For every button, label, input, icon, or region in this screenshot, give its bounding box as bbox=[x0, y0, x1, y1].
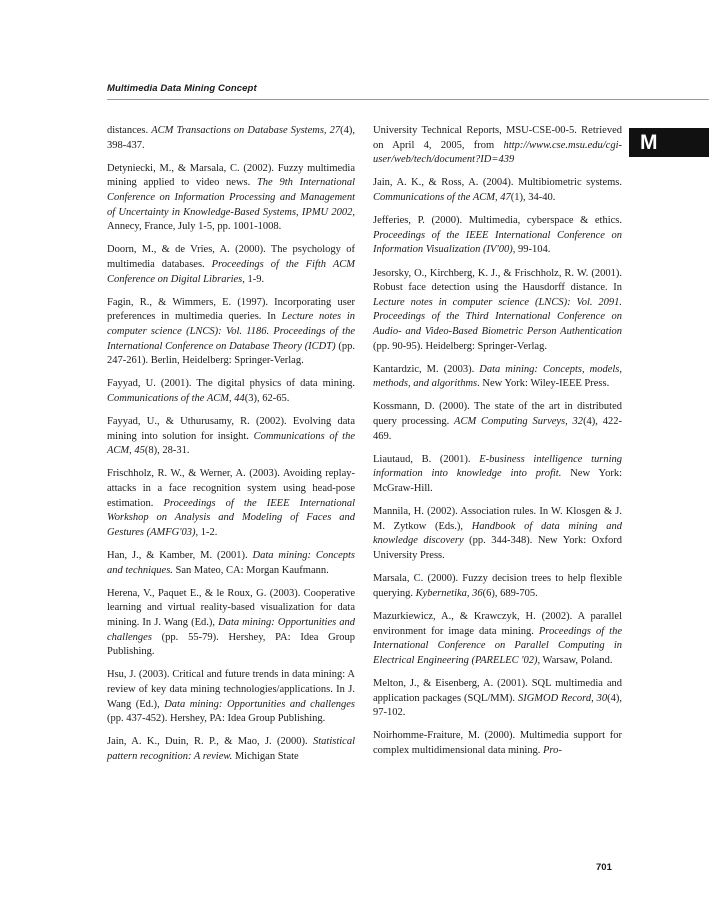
reference-italic-text: Statistical pattern recognition: A review. bbox=[107, 736, 355, 762]
reference-entry bbox=[373, 677, 622, 721]
reference-italic-text: Lecture notes in computer science (LNCS): Vol. 1186. Proceedings of the International Conference on Database Theory (ICDT) bbox=[107, 311, 355, 352]
reference-text: (pp. 437-452). Hershey, PA: Idea Group Publishing. bbox=[107, 713, 326, 725]
reference-text: distances. bbox=[107, 125, 152, 136]
page-number: 701 bbox=[596, 862, 612, 873]
reference-text: (pp. 247-261). Berlin, Heidelberg: Springer-Verlag. bbox=[107, 340, 355, 367]
reference-text: (4), 97-102. bbox=[373, 692, 622, 719]
reference-text: Jesorsky, O., Kirchberg, K. J., & Frischholz, R. W. (2001). Robust face detection using the Hausdorff distance. In bbox=[373, 267, 622, 294]
reference-text: Kossmann, D. (2000). The state of the art in distributed query processing. bbox=[373, 401, 622, 428]
reference-text: (3), 62-65. bbox=[244, 392, 290, 404]
running-head: Multimedia Data Mining Concept bbox=[107, 83, 257, 94]
reference-text: Jain, A. K., Duin, R. P., & Mao, J. (2000). bbox=[107, 736, 313, 748]
reference-text: Han, J., & Kamber, M. (2001). bbox=[107, 550, 253, 561]
reference-entry bbox=[373, 400, 622, 444]
reference-text: Jefferies, P. (2000). Multimedia, cyberspace & ethics. bbox=[373, 215, 622, 227]
reference-italic-text: E-business intelligence turning information into knowledge into profit. bbox=[373, 453, 622, 480]
reference-text: Detyniecki, M., & Marsala, C. (2002). Fuzzy multimedia mining applied to video news. bbox=[107, 162, 355, 189]
reference-text: , Warsaw, Poland. bbox=[537, 654, 613, 666]
reference-entry bbox=[107, 415, 355, 459]
reference-text: , 1-9. bbox=[242, 273, 265, 285]
reference-text: (6), 689-705. bbox=[482, 587, 538, 599]
section-tab: M bbox=[629, 128, 709, 157]
reference-entry bbox=[107, 587, 355, 660]
reference-text: Jain, A. K., & Ross, A. (2004). Multibiometric systems. bbox=[373, 177, 622, 189]
reference-italic-text: Data mining: Opportunities and challenges bbox=[107, 616, 355, 643]
reference-entry bbox=[107, 296, 355, 369]
reference-text: Herena, V., Paquet E., & le Roux, G. (2003). Cooperative learning and virtual reality-based visualization for data mining. In J. Wang (Ed.), bbox=[107, 587, 355, 628]
reference-entry bbox=[373, 124, 622, 168]
reference-entry bbox=[373, 214, 622, 258]
reference-italic-text: Communications of the ACM, 45 bbox=[107, 430, 355, 457]
reference-text: (1), 34-40. bbox=[510, 191, 556, 203]
reference-text: Fagin, R., & Wimmers, E. (1997). Incorporating user preferences in multimedia queries. In bbox=[107, 296, 355, 323]
reference-text: , Annecy, France, July 1-5, pp. 1001-1008. bbox=[107, 206, 355, 233]
reference-italic-text: ACM Computing Surveys, 32 bbox=[454, 416, 584, 428]
reference-text: Fayyad, U. (2001). The digital physics of data mining. bbox=[107, 378, 355, 390]
reference-italic-text: Proceedings of the IEEE International Workshop on Analysis and Modeling of Faces and Gestures (AMFG'03) bbox=[107, 497, 355, 538]
reference-entry bbox=[107, 549, 355, 578]
reference-text: , 99-104. bbox=[512, 244, 551, 256]
reference-text: Frischholz, R. W., & Werner, A. (2003). Avoiding replay-attacks in a face recognition system using head-pose estimation. bbox=[107, 468, 355, 509]
reference-italic-text: The 9th International Conference on Information Processing and Management of Uncertainty in Knowledge-Based Systems, IPMU 2002 bbox=[107, 177, 355, 218]
reference-entry bbox=[107, 668, 355, 726]
reference-text: San Mateo, CA: Morgan Kaufmann. bbox=[172, 564, 329, 576]
reference-entry bbox=[107, 377, 355, 406]
reference-entry bbox=[373, 176, 622, 205]
reference-italic-text: Data mining: Concepts and techniques. bbox=[107, 550, 355, 576]
references-column-right bbox=[373, 124, 622, 767]
reference-entry bbox=[373, 505, 622, 563]
reference-italic-text: http://www.cse.msu.edu/cgi-user/web/tech/document?ID=439 bbox=[373, 139, 622, 166]
reference-text: . New York: Wiley-IEEE Press. bbox=[477, 378, 610, 390]
reference-italic-text: Communications of the ACM, 44 bbox=[107, 392, 245, 404]
reference-entry bbox=[373, 610, 622, 668]
reference-italic-text: Kybernetika, 36 bbox=[415, 587, 483, 599]
reference-entry bbox=[107, 162, 355, 235]
reference-text: Kantardzic, M. (2003). bbox=[373, 363, 480, 375]
reference-text: Noirhomme-Fraiture, M. (2000). Multimedia support for complex multidimensional data mining. bbox=[373, 730, 622, 756]
reference-entry bbox=[107, 467, 355, 540]
reference-entry bbox=[373, 572, 622, 601]
reference-text: (8), 28-31. bbox=[144, 445, 190, 457]
reference-text: (pp. 344-348). New York: Oxford University Press. bbox=[373, 535, 622, 561]
references-column-left bbox=[107, 124, 355, 773]
reference-italic-text: Pro- bbox=[543, 744, 562, 756]
reference-italic-text: Proceedings of the Fifth ACM Conference on Digital Libraries bbox=[107, 258, 355, 285]
reference-italic-text: ACM Transactions on Database Systems, 27 bbox=[151, 125, 341, 136]
header-rule bbox=[107, 99, 709, 100]
reference-entry bbox=[107, 243, 355, 287]
reference-text: (pp. 90-95). Heidelberg: Springer-Verlag. bbox=[373, 340, 547, 352]
reference-entry bbox=[373, 729, 622, 758]
reference-text: Fayyad, U., & Uthurusamy, R. (2002). Evolving data mining into solution for insight. bbox=[107, 416, 355, 442]
reference-italic-text: Proceedings of the International Conference on Parallel Computing in Electrical Engineering (PARELEC '02) bbox=[373, 625, 622, 666]
reference-text: University Technical Reports, MSU-CSE-00-5. Retrieved on April 4, 2005, from bbox=[373, 125, 622, 151]
reference-italic-text: Data mining: Opportunities and challenges bbox=[164, 698, 356, 710]
reference-italic-text: SIGMOD Record, 30 bbox=[517, 692, 608, 704]
reference-text: (pp. 55-79). Hershey, PA: Idea Group Publishing. bbox=[107, 631, 355, 658]
reference-italic-text: Communications of the ACM, 47 bbox=[373, 191, 511, 203]
reference-entry bbox=[373, 267, 622, 355]
reference-text: (4), 398-437. bbox=[107, 125, 355, 151]
reference-entry bbox=[373, 453, 622, 497]
reference-entry bbox=[107, 735, 355, 764]
reference-text: Liautaud, B. (2001). bbox=[373, 453, 480, 465]
reference-text: (4), 422-469. bbox=[373, 416, 622, 442]
reference-text: , 1-2. bbox=[195, 526, 218, 538]
reference-italic-text: Data mining: Concepts, models, methods, and algorithms bbox=[373, 363, 622, 390]
reference-text: Marsala, C. (2000). Fuzzy decision trees to help flexible querying. bbox=[373, 573, 622, 599]
reference-text: New York: McGraw-Hill. bbox=[373, 468, 623, 495]
reference-text: Hsu, J. (2003). Critical and future trends in data mining: A review of key data mining technologies/applications. In J. Wang (Ed.), bbox=[107, 669, 355, 710]
reference-italic-text: Lecture notes in computer science (LNCS): Vol. 2091. Proceedings of the Third International Conference on Audio- and Video-Based Biometric Person Authentication bbox=[373, 296, 622, 337]
reference-entry bbox=[373, 363, 622, 392]
reference-text: Mannila, H. (2002). Association rules. In W. Klosgen & J. M. Zytkow (Eds.), bbox=[373, 506, 622, 532]
reference-italic-text: Proceedings of the IEEE International Conference on Information Visualization (IV'00) bbox=[373, 229, 622, 256]
reference-text: Mazurkiewicz, A., & Krawczyk, H. (2002). A parallel environment for image data mining. bbox=[373, 610, 622, 637]
reference-text: Melton, J., & Eisenberg, A. (2001). SQL multimedia and application packages (SQL/MM). bbox=[373, 677, 622, 704]
reference-text: Doorn, M., & de Vries, A. (2000). The psychology of multimedia databases. bbox=[107, 244, 355, 270]
reference-entry bbox=[107, 124, 355, 153]
reference-text: Michigan State bbox=[232, 750, 299, 762]
reference-italic-text: Handbook of data mining and knowledge discovery bbox=[373, 520, 622, 547]
